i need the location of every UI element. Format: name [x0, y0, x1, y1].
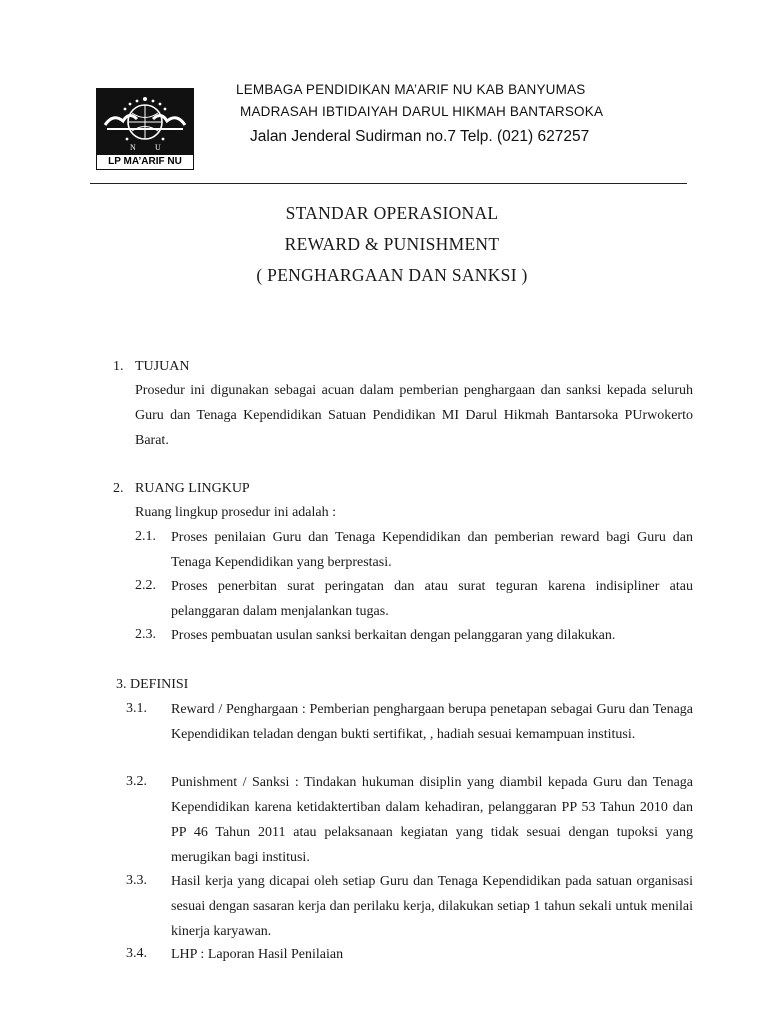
- header-divider: [90, 183, 687, 184]
- definition-lhp: LHP : Laporan Hasil Penilaian: [171, 947, 344, 962]
- section-heading-tujuan: TUJUAN: [135, 359, 190, 374]
- section-number: 1.: [113, 359, 124, 374]
- section-heading-definisi: 3. DEFINISI: [116, 677, 189, 692]
- list-item-number: 2.3.: [135, 627, 156, 642]
- list-item-number: 3.4.: [126, 946, 147, 961]
- institution-logo: [96, 88, 194, 170]
- list-item-text: Proses penilaian Guru dan Tenaga Kependidikan dan pemberian reward bagi Guru dan Tenaga Kependidikan yang berprestasi.: [171, 530, 693, 570]
- definition-punishment: Punishment / Sanksi : Tindakan hukuman disiplin yang diambil kepada Guru dan Tenaga Kependidikan karena ketidaktertiban dalam kehadiran, pelanggaran PP 53 Tahun 2010 dan PP 46 Tahun 2011 atau pelaksanaan kegiatan yang tidak sesuai dengan tupoksi yang merugikan bagi institusi.: [171, 775, 693, 865]
- section-intro-ruang-lingkup: Ruang lingkup prosedur ini adalah :: [135, 505, 337, 520]
- list-item-number: 3.1.: [126, 701, 147, 716]
- list-item-number: 3.2.: [126, 774, 147, 789]
- header-school: MADRASAH IBTIDAIYAH DARUL HIKMAH BANTARSOKA: [240, 104, 604, 119]
- doc-title-line2: REWARD & PUNISHMENT: [284, 234, 500, 254]
- list-item-number: 2.2.: [135, 578, 156, 593]
- header-institution: LEMBAGA PENDIDIKAN MA’ARIF NU KAB BANYUMAS: [236, 82, 586, 97]
- logo-letter-u: U: [155, 143, 161, 152]
- header-address: Jalan Jenderal Sudirman no.7 Telp. (021) 627257: [250, 128, 590, 145]
- list-item-number: 3.3.: [126, 873, 147, 888]
- logo-caption: LP MA’ARIF NU: [97, 154, 193, 169]
- list-item-number: 2.1.: [135, 529, 156, 544]
- section-heading-ruang-lingkup: RUANG LINGKUP: [135, 481, 250, 496]
- section-text-tujuan: Prosedur ini digunakan sebagai acuan dalam pemberian penghargaan dan sanksi kepada seluruh Guru dan Tenaga Kependidikan Satuan Pendidikan MI Darul Hikmah Bantarsoka PUrwokerto Barat.: [135, 383, 693, 448]
- logo-letter-n: N: [130, 143, 136, 152]
- definition-reward: Reward / Penghargaan : Pemberian penghargaan berupa penetapan sebagai Guru dan Tenaga Kependidikan teladan dengan bukti sertifikat, , hadiah sesuai kemampuan institusi.: [171, 702, 693, 742]
- definition-hasil-kerja: Hasil kerja yang dicapai oleh setiap Guru dan Tenaga Kependidikan pada satuan organisasi sesuai dengan sasaran kerja dan perilaku kerja, dilakukan setiap 1 tahun sekali untuk menilai kinerja karyawan.: [171, 874, 693, 939]
- nu-emblem-icon: [97, 89, 193, 155]
- list-item-text: Proses penerbitan surat peringatan dan atau surat teguran karena indisipliner atau pelanggaran dalam menjalankan tugas.: [171, 579, 693, 619]
- section-number: 2.: [113, 481, 124, 496]
- doc-title-line1: STANDAR OPERASIONAL: [285, 203, 499, 223]
- list-item-text: Proses pembuatan usulan sanksi berkaitan dengan pelanggaran yang dilakukan.: [171, 628, 616, 643]
- doc-title-line3: ( PENGHARGAAN DAN SANKSI ): [256, 265, 528, 285]
